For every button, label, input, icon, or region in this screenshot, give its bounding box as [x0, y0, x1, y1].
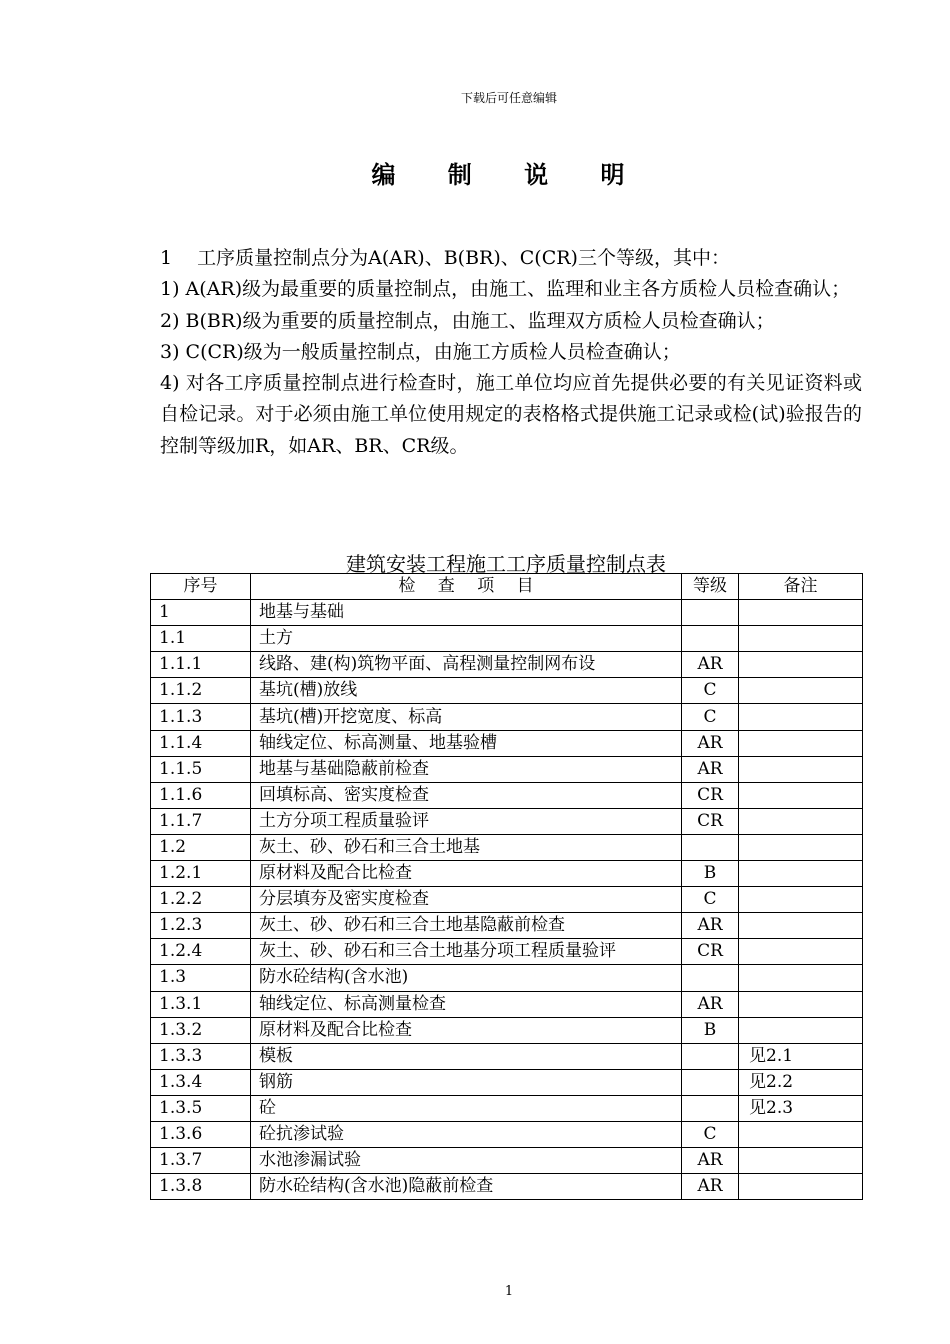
row-item: 灰土、砂、砂石和三合土地基分项工程质量验评 [251, 939, 682, 965]
row-no: 1.3.2 [151, 1017, 251, 1043]
row-item: 灰土、砂、砂石和三合土地基隐蔽前检查 [251, 913, 682, 939]
table-row [151, 1148, 863, 1174]
row-note [739, 1174, 863, 1200]
row-note [739, 756, 863, 782]
row-level: AR [682, 1174, 739, 1200]
row-item: 水池渗漏试验 [251, 1148, 682, 1174]
description-paragraphs [160, 243, 862, 462]
paragraph-level-b: 2) B(BR)级为重要的质量控制点，由施工、监理双方质检人员检查确认； [160, 309, 775, 332]
row-no: 1.1.6 [151, 782, 251, 808]
table-row [151, 678, 863, 704]
row-level: AR [682, 1148, 739, 1174]
row-level [682, 1095, 739, 1121]
row-level [682, 1069, 739, 1095]
table-row [151, 600, 863, 626]
row-note: 见2.3 [739, 1095, 863, 1121]
row-note [739, 782, 863, 808]
table-row [151, 652, 863, 678]
row-item: 回填标高、密实度检查 [251, 782, 682, 808]
row-item: 地基与基础隐蔽前检查 [251, 756, 682, 782]
row-item: 轴线定位、标高测量、地基验槽 [251, 730, 682, 756]
document-title: 编 制 说 明 [371, 160, 647, 189]
row-item: 灰土、砂、砂石和三合土地基 [251, 834, 682, 860]
row-no: 1.3.1 [151, 991, 251, 1017]
paragraph-level-a: 1) A(AR)级为最重要的质量控制点，由施工、监理和业主各方质检人员检查确认； [160, 278, 851, 301]
row-no: 1.1.2 [151, 678, 251, 704]
row-level: CR [682, 782, 739, 808]
row-note [739, 913, 863, 939]
row-item: 分层填夯及密实度检查 [251, 887, 682, 913]
row-item: 轴线定位、标高测量检查 [251, 991, 682, 1017]
row-note [739, 678, 863, 704]
paragraph-intro: 1 工序质量控制点分为A(AR)、B(BR)、C(CR)三个等级，其中： [160, 247, 730, 269]
row-item: 基坑(槽)放线 [251, 678, 682, 704]
table-row [151, 730, 863, 756]
row-no: 1.3.5 [151, 1095, 251, 1121]
header-no: 序号 [151, 574, 251, 600]
table-row [151, 913, 863, 939]
table-row [151, 626, 863, 652]
row-no: 1 [151, 600, 251, 626]
control-point-table [150, 573, 863, 1200]
paragraph-inspection-note: 4) 对各工序质量控制点进行检查时，施工单位均应首先提供必要的有关见证资料或自检记录。对于必须由施工单位使用规定的表格格式提供施工记录或检(试)验报告的控制等级加R，如AR、BR、CR级。 [160, 372, 862, 457]
row-no: 1.1.3 [151, 704, 251, 730]
row-note [739, 1148, 863, 1174]
row-no: 1.3.7 [151, 1148, 251, 1174]
row-note [739, 1121, 863, 1147]
row-no: 1.2.1 [151, 861, 251, 887]
row-note [739, 1017, 863, 1043]
row-level: CR [682, 939, 739, 965]
row-no: 1.1 [151, 626, 251, 652]
row-note [739, 861, 863, 887]
row-no: 1.2.2 [151, 887, 251, 913]
table-row [151, 1095, 863, 1121]
row-item: 土方分项工程质量验评 [251, 808, 682, 834]
row-level: AR [682, 756, 739, 782]
row-no: 1.3.6 [151, 1121, 251, 1147]
row-level: AR [682, 991, 739, 1017]
row-level [682, 1043, 739, 1069]
row-item: 原材料及配合比检查 [251, 861, 682, 887]
table-row [151, 887, 863, 913]
row-item: 原材料及配合比检查 [251, 1017, 682, 1043]
row-note [739, 834, 863, 860]
row-item: 钢筋 [251, 1069, 682, 1095]
paragraph-level-c: 3) C(CR)级为一般质量控制点，由施工方质检人员检查确认； [160, 340, 681, 363]
table-row [151, 1174, 863, 1200]
row-item: 土方 [251, 626, 682, 652]
table-row [151, 1017, 863, 1043]
row-note [739, 939, 863, 965]
header-note: 下载后可任意编辑 [460, 91, 557, 105]
row-note [739, 808, 863, 834]
table-row [151, 704, 863, 730]
header-level: 等级 [682, 574, 739, 600]
row-no: 1.1.5 [151, 756, 251, 782]
row-no: 1.3 [151, 965, 251, 991]
row-item: 砼抗渗试验 [251, 1121, 682, 1147]
header-note: 备注 [739, 574, 863, 600]
row-no: 1.3.8 [151, 1174, 251, 1200]
row-level [682, 626, 739, 652]
row-no: 1.2 [151, 834, 251, 860]
row-no: 1.1.7 [151, 808, 251, 834]
row-level: C [682, 1121, 739, 1147]
table-row [151, 939, 863, 965]
row-level: C [682, 678, 739, 704]
header-item: 检 查 项 目 [251, 574, 682, 600]
table-row [151, 782, 863, 808]
row-no: 1.2.4 [151, 939, 251, 965]
row-level: AR [682, 730, 739, 756]
row-no: 1.1.1 [151, 652, 251, 678]
row-note [739, 730, 863, 756]
row-no: 1.3.3 [151, 1043, 251, 1069]
row-item: 防水砼结构(含水池)隐蔽前检查 [251, 1174, 682, 1200]
row-level [682, 600, 739, 626]
page-number: 1 [504, 1284, 514, 1299]
row-level: AR [682, 913, 739, 939]
table-row [151, 834, 863, 860]
table-title: 建筑安装工程施工工序质量控制点表 [346, 552, 666, 576]
row-note [739, 965, 863, 991]
table-body [151, 600, 863, 1200]
row-level: B [682, 861, 739, 887]
row-item: 防水砼结构(含水池) [251, 965, 682, 991]
table-row [151, 991, 863, 1017]
row-note [739, 600, 863, 626]
row-note [739, 704, 863, 730]
row-no: 1.3.4 [151, 1069, 251, 1095]
row-item: 基坑(槽)开挖宽度、标高 [251, 704, 682, 730]
row-level: C [682, 704, 739, 730]
row-note [739, 652, 863, 678]
row-no: 1.1.4 [151, 730, 251, 756]
table-row [151, 756, 863, 782]
row-note [739, 991, 863, 1017]
row-item: 模板 [251, 1043, 682, 1069]
row-level [682, 965, 739, 991]
row-no: 1.2.3 [151, 913, 251, 939]
table-header-row [151, 574, 863, 600]
row-note [739, 626, 863, 652]
row-item: 砼 [251, 1095, 682, 1121]
table-row [151, 861, 863, 887]
row-level [682, 834, 739, 860]
row-level: CR [682, 808, 739, 834]
table-row [151, 965, 863, 991]
table-row [151, 808, 863, 834]
row-note: 见2.1 [739, 1043, 863, 1069]
row-note [739, 887, 863, 913]
row-level: B [682, 1017, 739, 1043]
row-note: 见2.2 [739, 1069, 863, 1095]
table-row [151, 1069, 863, 1095]
row-level: AR [682, 652, 739, 678]
table-row [151, 1121, 863, 1147]
table-row [151, 1043, 863, 1069]
row-item: 地基与基础 [251, 600, 682, 626]
row-item: 线路、建(构)筑物平面、高程测量控制网布设 [251, 652, 682, 678]
row-level: C [682, 887, 739, 913]
